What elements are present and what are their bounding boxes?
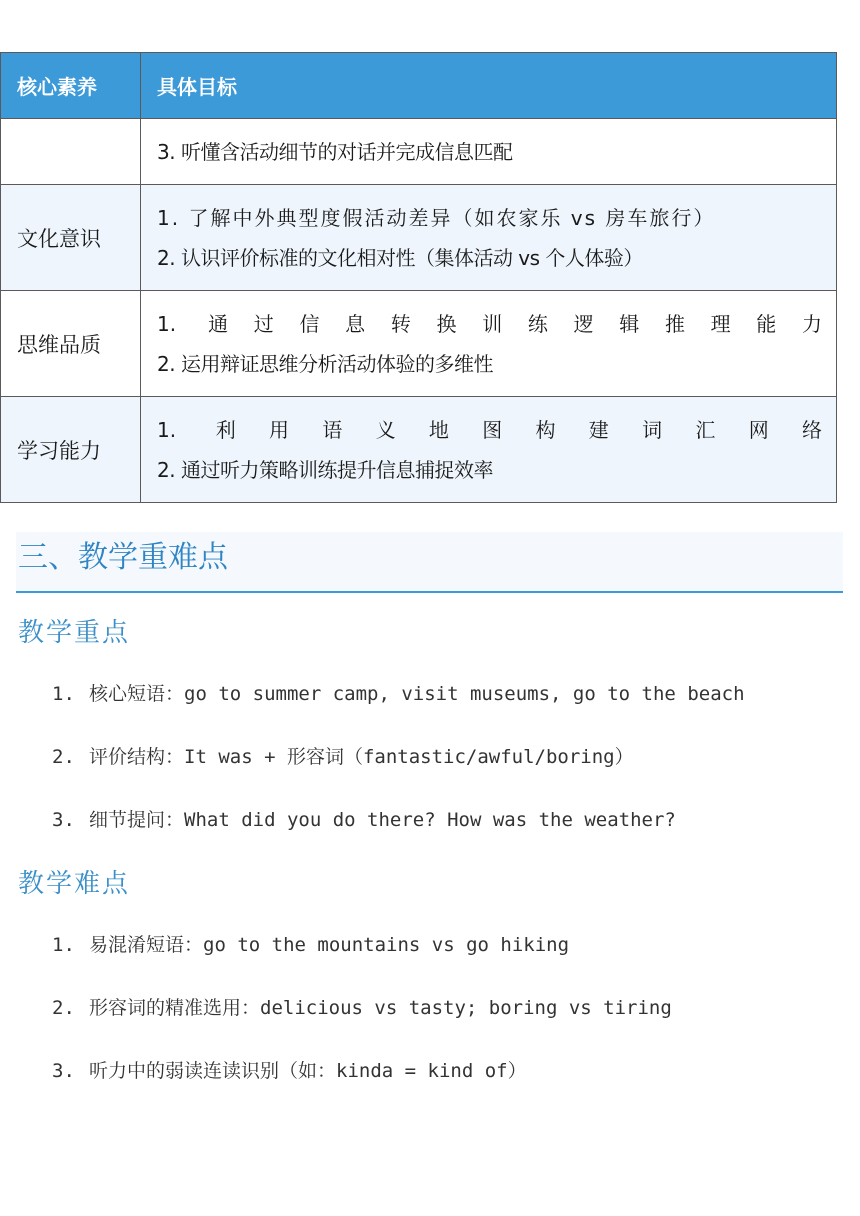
focus-heading: 教学重点 (18, 618, 131, 648)
section-heading: 三、教学重难点 (16, 532, 843, 593)
item-number: 2. (52, 746, 75, 768)
item-text: 细节提问：What did you do there? How was the weather? (89, 809, 676, 831)
literacy-goals-table (0, 52, 837, 503)
header-specific-goals: 具体目标 (141, 53, 837, 119)
goal-item: 1. 了解中外典型度假活动差异（如农家乐 vs 房车旅行） (157, 205, 716, 230)
goal-item: 3. 听懂含活动细节的对话并完成信息匹配 (157, 139, 513, 164)
table-row (1, 397, 837, 503)
table-row (1, 185, 837, 291)
goal-item: 2. 认识评价标准的文化相对性（集体活动 vs 个人体验） (157, 245, 643, 270)
list-item (52, 931, 672, 994)
goals-cell (141, 397, 837, 503)
table-row (1, 291, 837, 397)
goal-item: 2. 运用辩证思维分析活动体验的多维性 (157, 351, 493, 376)
list-item (52, 1057, 672, 1120)
item-text: 评价结构：It was + 形容词（fantastic/awful/boring） (89, 746, 634, 768)
list-item (52, 680, 745, 743)
item-number: 3. (52, 809, 75, 831)
category-cell: 文化意识 (1, 185, 141, 291)
item-number: 1. (52, 683, 75, 705)
category-cell: 思维品质 (1, 291, 141, 397)
list-item (52, 806, 745, 869)
focus-list (52, 680, 745, 869)
difficulty-heading: 教学难点 (18, 869, 131, 899)
goal-item: 1. 利用语义地图构建词汇网络 (157, 417, 822, 442)
goals-cell (141, 185, 837, 291)
item-text: 形容词的精准选用：delicious vs tasty; boring vs tiring (89, 997, 672, 1019)
list-item (52, 743, 745, 806)
item-number: 1. (52, 934, 75, 956)
item-text: 核心短语：go to summer camp, visit museums, go to the beach (89, 683, 745, 705)
goal-item: 2. 通过听力策略训练提升信息捕捉效率 (157, 457, 493, 482)
goals-cell (141, 291, 837, 397)
goals-cell (141, 119, 837, 185)
category-cell: 学习能力 (1, 397, 141, 503)
item-number: 2. (52, 997, 75, 1019)
item-text: 易混淆短语：go to the mountains vs go hiking (89, 934, 570, 956)
item-text: 听力中的弱读连读识别（如：kinda = kind of） (89, 1060, 527, 1082)
goal-item: 1. 通过信息转换训练逻辑推理能力 (157, 311, 822, 336)
table-header-row (1, 53, 837, 119)
table-row (1, 119, 837, 185)
header-core-literacy: 核心素养 (1, 53, 141, 119)
list-item (52, 994, 672, 1057)
category-cell (1, 119, 141, 185)
item-number: 3. (52, 1060, 75, 1082)
difficulty-list (52, 931, 672, 1120)
